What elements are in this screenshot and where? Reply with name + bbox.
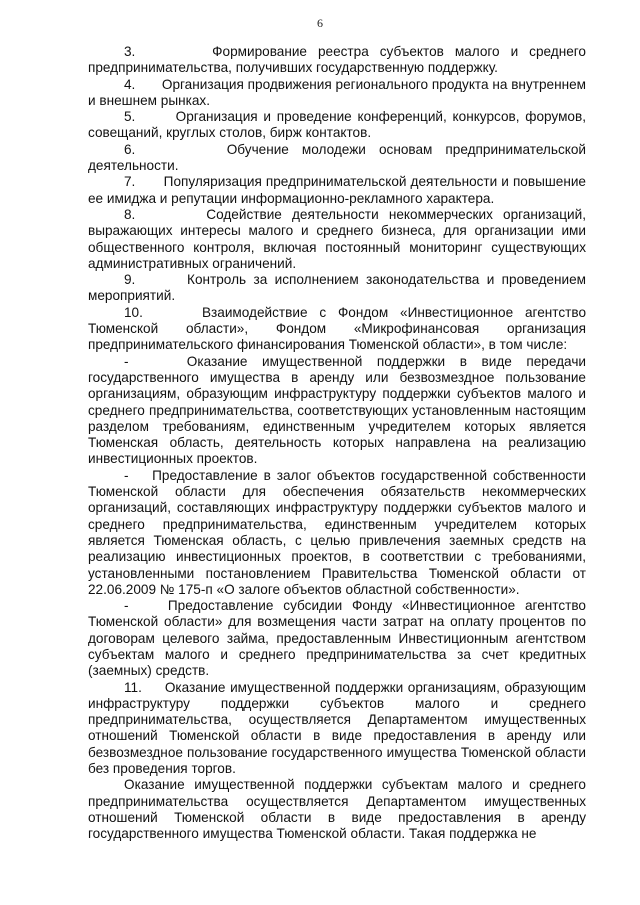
paragraph-continuation: Оказание имущественной поддержки субъектам малого и среднего предпринимательства осуществляется Департаментом имущественных отношений Тюменской области в виде предоставления в аренду государственного имущества Тюменской области. Такая поддержка не xyxy=(88,777,586,842)
page-number: 6 xyxy=(317,16,323,30)
paragraph-item-11: 11. Оказание имущественной поддержки организациям, образующим инфраструктуру поддержки субъектов малого и среднего предпринимательства, осуществляется Департаментом имущественных отношений Тюменской области в виде предоставления в аренду или безвозмездное пользование государственного имущества Тюменской области без проведения торгов. xyxy=(88,679,586,777)
paragraph-item-3: 3. Формирование реестра субъектов малого и среднего предпринимательства, получивших государственную поддержку. xyxy=(88,44,586,76)
paragraph-item-8: 8. Содействие деятельности некоммерческих организаций, выражающих интересы малого и среднего бизнеса, для организации ими общественного контроля, включая постоянный мониторинг существующих административных ограничений. xyxy=(88,206,586,271)
paragraph-item-9: 9. Контроль за исполнением законодательства и проведением мероприятий. xyxy=(88,272,586,304)
paragraph-item-5: 5. Организация и проведение конференций, конкурсов, форумов, совещаний, круглых столов, бирж контактов. xyxy=(88,109,586,141)
body-text xyxy=(88,44,586,843)
paragraph-item-6: 6. Обучение молодежи основам предпринимательской деятельности. xyxy=(88,141,586,174)
paragraph-item-4: 4. Организация продвижения регионального продукта на внутреннем и внешнем рынках. xyxy=(88,76,586,108)
paragraph-item-7: 7. Популяризация предпринимательской деятельности и повышение ее имиджа и репутации информационно-рекламного характера. xyxy=(88,174,586,206)
paragraph-item-10: 10. Взаимодействие с Фондом «Инвестиционное агентство Тюменской области», Фондом «Микрофинансовая организация предпринимательского финансирования Тюменской области», в том числе: xyxy=(88,304,586,353)
paragraph-subitem-property-support: - Оказание имущественной поддержки в виде передачи государственного имущества в аренду или безвозмездное пользование организациям, образующим инфраструктуру поддержки субъектов малого и среднего предпринимательства, соответствующих установленным настоящим разделом требованиям, единственным учредителем которых является Тюменская область, деятельность которых направлена на реализацию инвестиционных проектов. xyxy=(88,353,586,467)
paragraph-subitem-pledge: - Предоставление в залог объектов государственной собственности Тюменской области для обеспечения обязательств некоммерческих организаций, составляющих инфраструктуру поддержки субъектов малого и среднего предпринимательства, единственным учредителем которых является Тюменская область, с целью привлечения заемных средств на реализацию инвестиционных проектов, в соответствии с требованиями, установленными постановлением Правительства Тюменской области от 22.06.2009 № 175-п «О залоге объектов областной собственности». xyxy=(88,467,586,597)
paragraph-subitem-subsidy: - Предоставление субсидии Фонду «Инвестиционное агентство Тюменской области» для возмещения части затрат на оплату процентов по договорам целевого займа, предоставленным Инвестиционным агентством субъектам малого и среднего предпринимательства за счет кредитных (заемных) средств. xyxy=(88,598,586,679)
